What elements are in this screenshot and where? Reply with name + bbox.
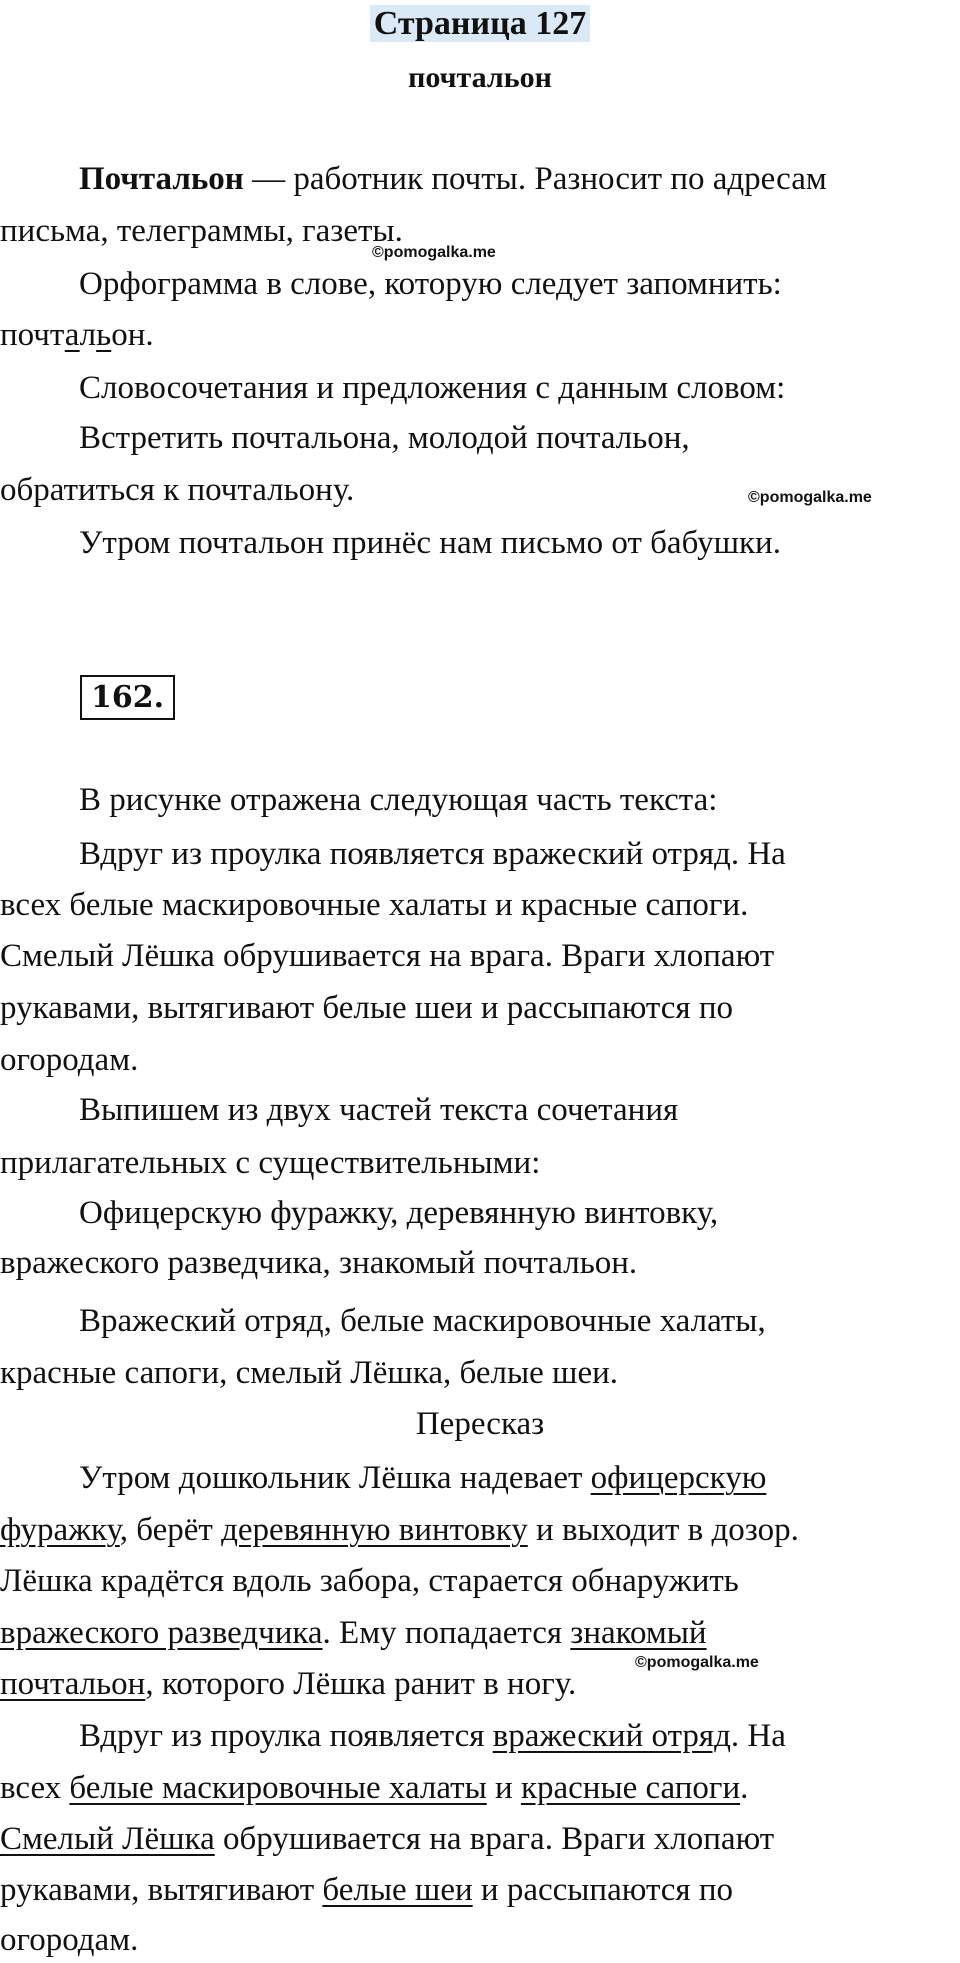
text-segment: Смелый Лёшка обрушивается на врага. Враги хлопают <box>0 938 775 974</box>
text-segment: огородам. <box>0 1042 139 1078</box>
page-title <box>0 2 960 46</box>
text-segment: огородам. <box>0 1922 139 1958</box>
watermark: ©pomogalka.me <box>372 244 496 261</box>
text-line <box>0 1819 960 1859</box>
text-segment: . На <box>730 1718 786 1754</box>
text-segment: , берёт <box>119 1512 222 1548</box>
text-line <box>0 780 960 820</box>
text-line <box>0 1510 960 1550</box>
text-segment: прилагательных с существительными: <box>0 1145 541 1181</box>
page-title-text: Страница 127 <box>370 5 590 42</box>
text-line <box>0 1353 960 1393</box>
text-line <box>0 1613 960 1653</box>
text-segment: всех <box>0 1770 70 1806</box>
text-line <box>0 936 960 976</box>
bold-term: Почтальон <box>79 161 244 197</box>
text-line <box>0 1664 960 1704</box>
text-segment: Орфограмма в слове, которую следует запомнить: <box>79 266 782 302</box>
underlined-phrase: знакомый <box>570 1615 707 1651</box>
text-segment: Словосочетания и предложения с данным словом: <box>79 370 786 406</box>
underlined-phrase: вражеского разведчика <box>0 1615 323 1651</box>
text-line <box>0 1301 960 1341</box>
text-segment: , которого Лёшка ранит в ногу. <box>145 1666 577 1702</box>
text-line <box>0 159 960 199</box>
text-segment: красные сапоги, смелый Лёшка, белые шеи. <box>0 1355 619 1391</box>
text-line <box>0 1404 960 1444</box>
text-segment: Офицерскую фуражку, деревянную винтовку, <box>79 1195 719 1231</box>
text-line <box>0 470 960 510</box>
text-line <box>0 1561 960 1601</box>
text-line <box>0 523 960 563</box>
text-line <box>0 1193 960 1233</box>
text-line <box>0 834 960 874</box>
text-line <box>0 1920 960 1960</box>
text-segment: письма, телеграммы, газеты. <box>0 213 403 249</box>
watermark: ©pomogalka.me <box>635 1654 759 1671</box>
text-segment: Пересказ <box>415 1406 545 1442</box>
text-line <box>0 418 960 458</box>
text-line <box>0 211 960 251</box>
text-line <box>0 885 960 925</box>
underlined-phrase: вражеский отряд <box>492 1718 731 1754</box>
text-segment: . <box>740 1770 749 1806</box>
text-segment: Встретить почтальона, молодой почтальон, <box>79 420 690 456</box>
text-segment: Утром дошкольник Лёшка надевает <box>79 1460 591 1496</box>
underlined-phrase: а <box>64 317 80 353</box>
text-segment: обратиться к почтальону. <box>0 472 355 508</box>
text-segment: и выходит в дозор. <box>527 1512 799 1548</box>
exercise-number: 162. <box>80 675 175 720</box>
text-line <box>0 1143 960 1183</box>
text-line <box>0 368 960 408</box>
text-segment: Вдруг из проулка появляется вражеский отряд. На <box>79 836 786 872</box>
text-segment: Выпишем из двух частей текста сочетания <box>79 1092 679 1128</box>
underlined-phrase: красные сапоги <box>520 1770 741 1806</box>
text-segment: всех белые маскировочные халаты и красные сапоги. <box>0 887 749 923</box>
text-line <box>0 264 960 304</box>
text-segment: обрушивается на врага. Враги хлопают <box>214 1821 775 1857</box>
text-segment: рукавами, вытягивают <box>0 1872 323 1908</box>
text-line <box>0 1716 960 1756</box>
text-line <box>0 1458 960 1498</box>
underlined-phrase: деревянную винтовку <box>221 1512 528 1548</box>
text-segment: Вдруг из проулка появляется <box>79 1718 493 1754</box>
underlined-phrase: белые шеи <box>322 1872 473 1908</box>
text-segment: и <box>486 1770 521 1806</box>
text-segment: Утром почтальон принёс нам письмо от бабушки. <box>79 525 781 561</box>
text-line <box>0 1090 960 1130</box>
text-segment: Лёшка крадётся вдоль забора, старается обнаружить <box>0 1563 739 1599</box>
watermark: ©pomogalka.me <box>748 489 872 506</box>
text-segment: почт <box>0 317 65 353</box>
underlined-phrase: ь <box>96 317 112 353</box>
text-segment: л <box>79 317 97 353</box>
text-segment: рукавами, вытягивают белые шеи и рассыпаются по <box>0 990 733 1026</box>
underlined-phrase: Смелый Лёшка <box>0 1821 215 1857</box>
underlined-phrase: почтальон <box>0 1666 146 1702</box>
text-segment: В рисунке отражена следующая часть текста: <box>79 782 718 818</box>
text-line <box>0 1870 960 1910</box>
text-segment: и рассыпаются по <box>472 1872 734 1908</box>
underlined-phrase: фуражку <box>0 1512 120 1548</box>
text-line <box>0 988 960 1028</box>
text-line <box>0 1040 960 1080</box>
text-segment: . Ему попадается <box>322 1615 571 1651</box>
underlined-phrase: офицерскую <box>590 1460 767 1496</box>
text-line <box>0 1768 960 1808</box>
text-segment: — работник почты. Разносит по адресам <box>243 161 827 197</box>
underlined-phrase: белые маскировочные халаты <box>69 1770 487 1806</box>
text-line <box>0 315 960 355</box>
text-line <box>0 1243 960 1283</box>
word-heading: почтальон <box>408 61 552 94</box>
text-segment: вражеского разведчика, знакомый почтальон. <box>0 1245 638 1281</box>
text-segment: он. <box>111 317 154 353</box>
text-segment: Вражеский отряд, белые маскировочные халаты, <box>79 1303 766 1339</box>
